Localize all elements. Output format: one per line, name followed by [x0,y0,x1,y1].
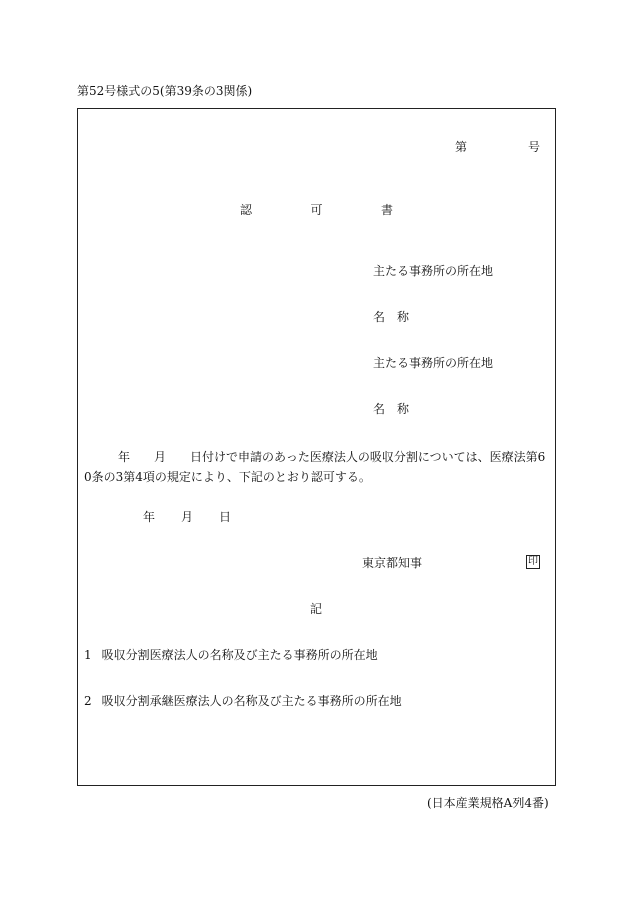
item-2-number: 2 [84,694,92,708]
signer-label: 東京都知事 [362,556,423,570]
title-char-3: 書 [380,203,393,217]
document-number-line [455,140,540,154]
item-2-text: 吸収分割承継医療法人の名称及び主たる事務所の所在地 [101,694,402,708]
issue-month: 月 [181,510,194,524]
issue-date [143,510,231,524]
addressee-1-address-label: 主たる事務所の所在地 [373,264,494,278]
seal-box: 印 [528,556,538,567]
item-1-number: 1 [84,648,92,662]
footer-note: (日本産業規格A列4番) [427,796,549,810]
item-1-text: 吸収分割医療法人の名称及び主たる事務所の所在地 [101,648,378,662]
number-dai: 第 [455,140,468,154]
body-paragraph [84,447,550,487]
issue-day: 日 [219,510,232,524]
addressee-2-address-label: 主たる事務所の所在地 [373,356,494,370]
body-text: 年 月 日付けで申請のあった医療法人の吸収分割については、医療法第60条の3第4項の規定により、下記のとおり認可する。 [84,450,546,484]
ki-heading: 記 [310,602,323,616]
list-item [84,648,378,662]
number-go: 号 [527,140,540,154]
title-char-1: 認 [240,203,253,217]
document-title [240,203,393,217]
addressee-1-name-label: 名 称 [373,310,410,324]
issue-year: 年 [143,510,156,524]
title-char-2: 可 [310,203,323,217]
list-item [84,694,402,708]
form-label: 第52号様式の5(第39条の3関係) [77,84,253,98]
addressee-2-name-label: 名 称 [373,402,410,416]
